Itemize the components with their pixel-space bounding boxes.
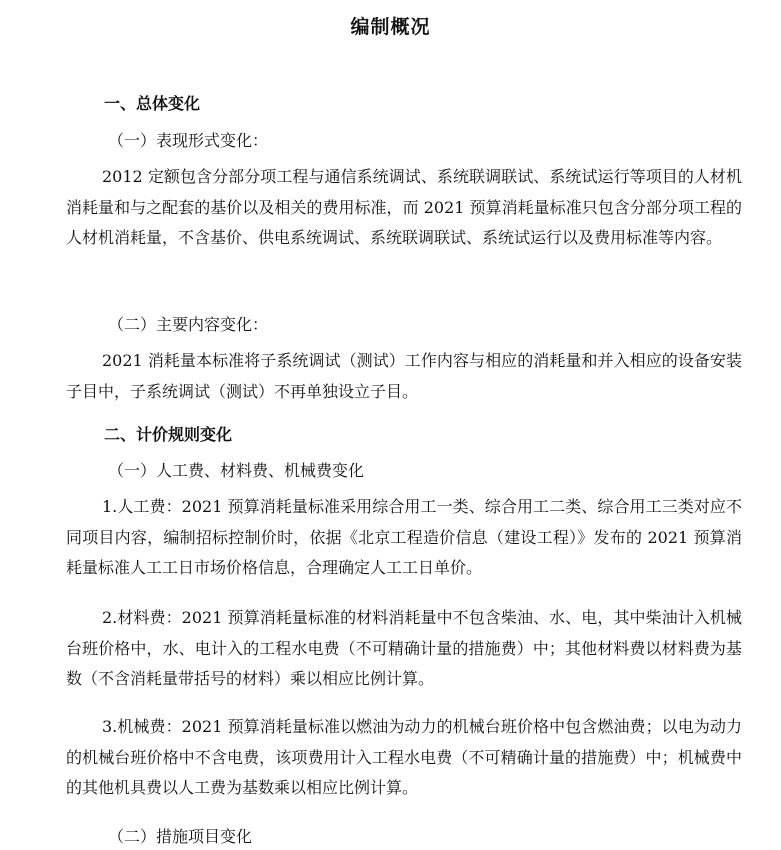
section-heading-overall-changes: 一、总体变化: [104, 94, 201, 113]
paragraph-main-content-changes: 2021 消耗量本标准将子系统调试（测试）工作内容与相应的消耗量和并入相应的设备安装子目中，子系统调试（测试）不再单独设立子目。: [66, 351, 742, 401]
subsection-heading-cost-changes: （一）人工费、材料费、机械费变化: [108, 461, 365, 480]
paragraph-machinery-cost: 3.机械费：2021 预算消耗量标准以燃油为动力的机械台班价格中包含燃油费；以电为动力的机械台班价格中不含电费，该项费用计入工程水电费（不可精确计量的措施费）中；机械费中的其他机具费以人工费为基数乘以相应比例计算。: [66, 717, 742, 797]
subsection-heading-measures: （二）措施项目变化: [108, 827, 253, 846]
section-heading-pricing-rules: 二、计价规则变化: [104, 425, 233, 444]
paragraph-material-cost: 2.材料费：2021 预算消耗量标准的材料消耗量中不包含柴油、水、电，其中柴油计入机械台班价格中，水、电计入的工程水电费（不可精确计量的措施费）中；其他材料费以材料费为基数（不含消耗量带括号的材料）乘以相应比例计算。: [66, 608, 742, 688]
subsection-heading-main-content: （二）主要内容变化：: [108, 315, 269, 334]
subsection-heading-presentation: （一）表现形式变化：: [108, 131, 269, 150]
paragraph-presentation-changes: 2012 定额包含分部分项工程与通信系统调试、系统联调联试、系统试运行等项目的人材机消耗量和与之配套的基价以及相关的费用标准，而 2021 预算消耗量标准只包含分部分项工程的人材机消耗量，不含基价、供电系统调试、系统联调联试、系统试运行以及费用标准等内容。: [66, 167, 742, 247]
document-title: 编制概况: [350, 16, 431, 38]
paragraph-labor-cost: 1.人工费：2021 预算消耗量标准采用综合用工一类、综合用工二类、综合用工三类对应不同项目内容，编制招标控制价时，依据《北京工程造价信息（建设工程）》发布的 2021 预算消耗量标准人工工日市场价格信息，合理确定人工工日单价。: [66, 497, 742, 577]
